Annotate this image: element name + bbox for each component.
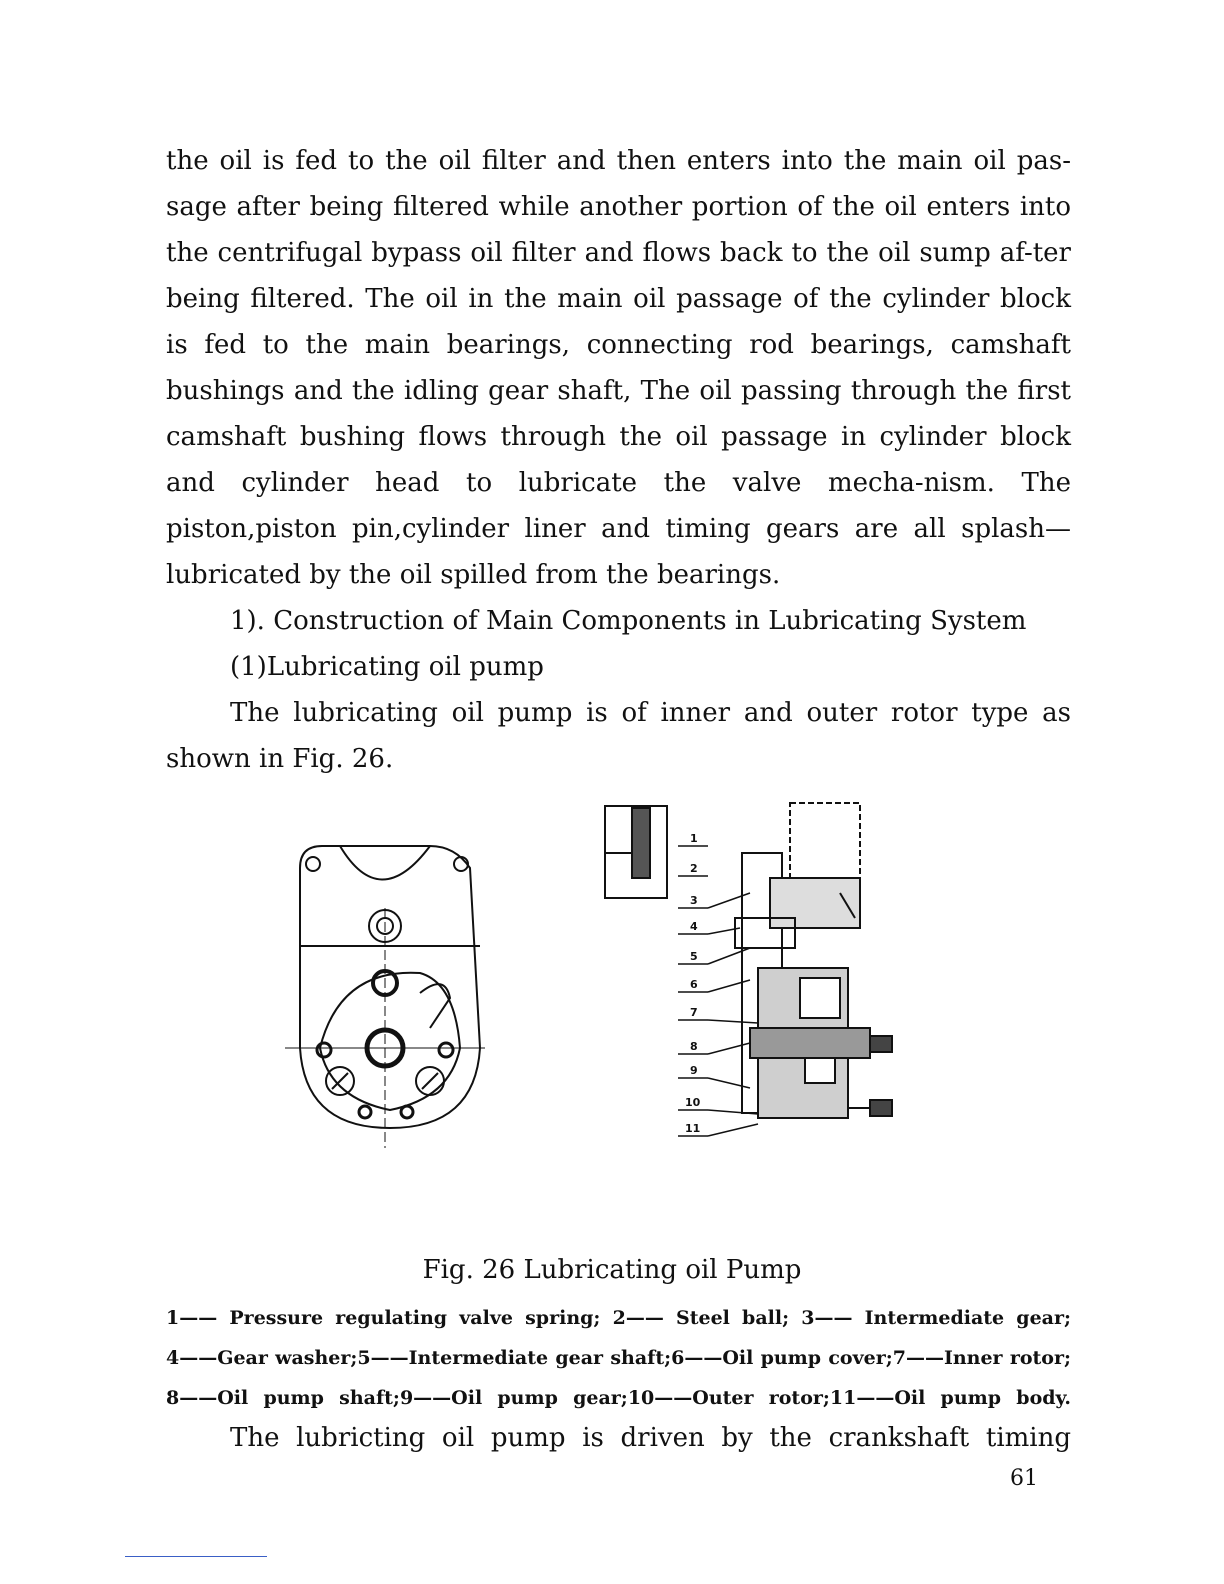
section-heading: 1). Construction of Main Components in Lubricating System xyxy=(230,606,1027,636)
callout-7: 7 xyxy=(690,1006,698,1019)
footnote-rule xyxy=(125,1556,267,1557)
legend-line-2: 4——Gear washer;5——Intermediate gear shaft;6——Oil pump cover;7——Inner rotor; xyxy=(166,1347,1071,1369)
callout-3: 3 xyxy=(690,894,698,907)
callout-6: 6 xyxy=(690,978,698,991)
callout-8: 8 xyxy=(690,1040,698,1053)
callout-11: 11 xyxy=(685,1122,701,1135)
callout-10: 10 xyxy=(685,1096,701,1109)
callout-1: 1 xyxy=(690,832,698,845)
page-number: 61 xyxy=(1010,1466,1038,1491)
pump-front-view xyxy=(285,846,485,1148)
paragraph-oil-flow: the oil is fed to the oil filter and then enters into the main oil pas-sage after being filtered while another portion of the oil enters into the centrifugal bypass oil filter and flows back to the oil sump af-ter being filtered. The oil in the main oil passage of the cylinder block is fed to the main bearings, connecting rod bearings, camshaft bushings and the idling gear shaft, The oil passing through the first camshaft bushing flows through the oil passage in cylinder block and cylinder head to lubricate the valve mecha-nism. The piston,piston pin,cylinder liner and timing gears are all splash—lubricated by the oil spilled from the bearings. xyxy=(166,146,1071,590)
pump-section-view xyxy=(605,803,892,1118)
callout-4: 4 xyxy=(690,920,698,933)
legend-line-3: 8——Oil pump shaft;9——Oil pump gear;10——Outer rotor;11——Oil pump body. xyxy=(166,1387,1071,1409)
callout-5: 5 xyxy=(690,950,698,963)
figure-legend xyxy=(166,1298,1071,1418)
callout-9: 9 xyxy=(690,1064,698,1077)
callout-labels xyxy=(678,846,758,1136)
callout-2: 2 xyxy=(690,862,698,875)
paragraph-pump-type: The lubricating oil pump is of inner and outer rotor type as shown in Fig. 26. xyxy=(166,698,1071,774)
subsection-heading: (1)Lubricating oil pump xyxy=(230,652,544,682)
figure-caption-title: Fig. 26 Lubricating oil Pump xyxy=(422,1255,802,1285)
callout-numbers xyxy=(685,832,701,1135)
legend-line-1: 1—— Pressure regulating valve spring; 2—— Steel ball; 3—— Intermediate gear; xyxy=(166,1307,1071,1329)
pump-figure xyxy=(280,798,920,1148)
body-text xyxy=(166,138,1071,782)
continuation-text: The lubricting oil pump is driven by the crankshaft timing xyxy=(230,1423,1071,1453)
